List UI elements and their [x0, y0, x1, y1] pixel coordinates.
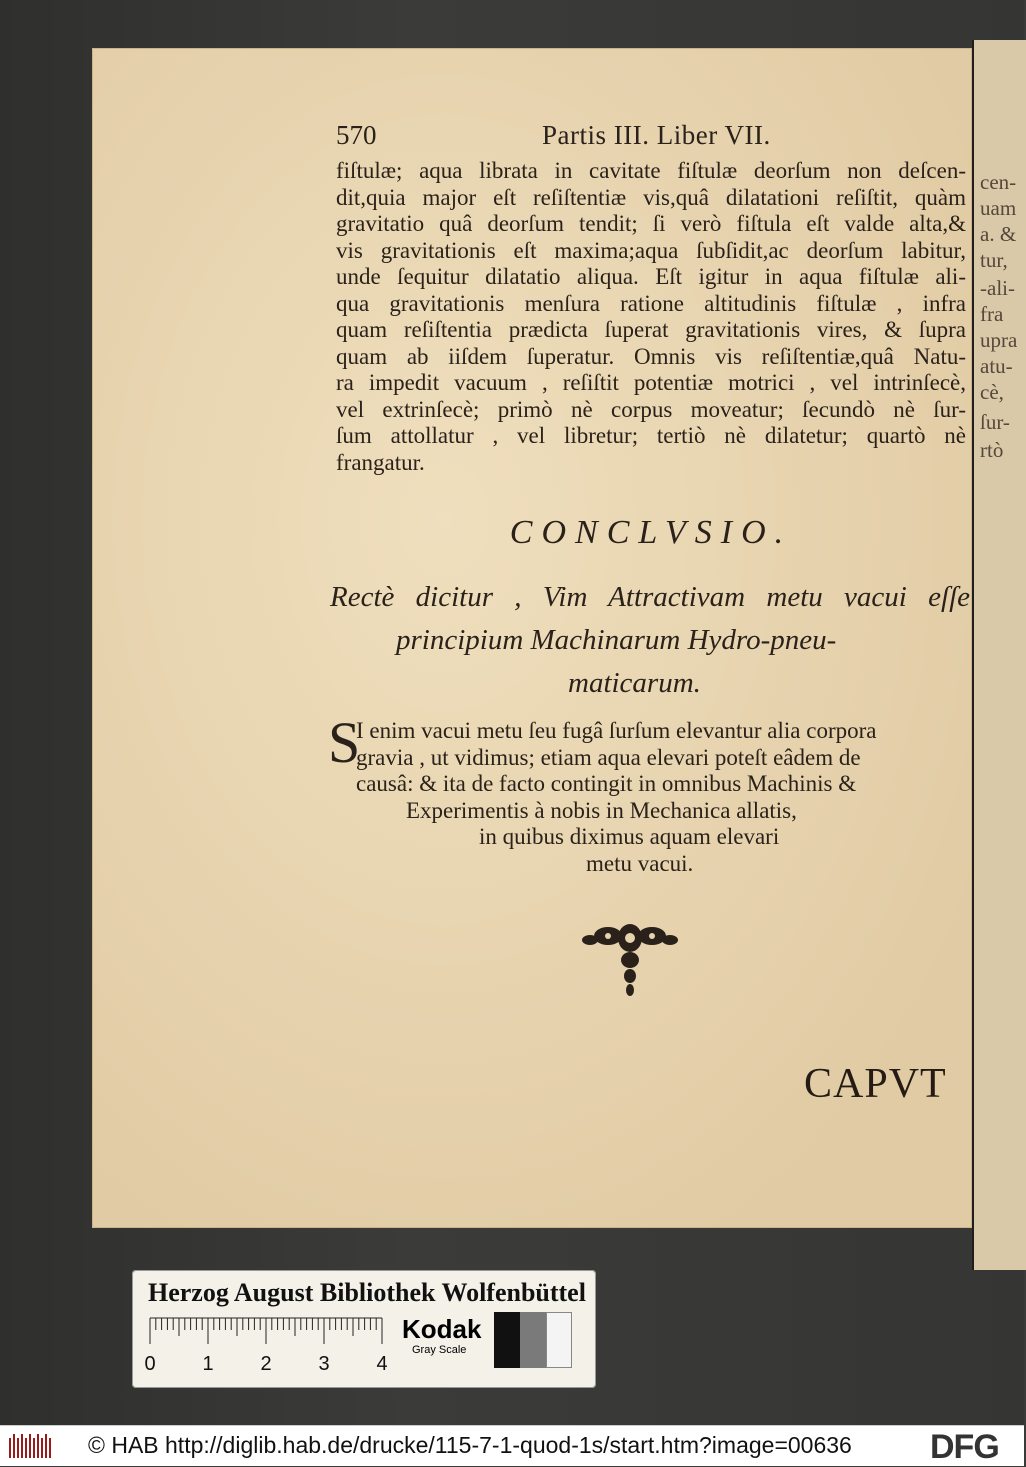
body-text — [336, 158, 966, 476]
facing-page-fragment: tur, — [980, 248, 1008, 272]
page-number: 570 — [336, 120, 377, 150]
facing-page-fragment: cè, — [980, 380, 1004, 404]
explanation-line: gravia , ut vidimus; etiam aqua elevari poteſt eâdem de — [356, 744, 861, 770]
body-line: frangatur. — [336, 449, 425, 475]
facing-page-fragment: fra — [980, 302, 1004, 326]
explanation-line: metu vacui. — [586, 850, 694, 876]
facing-page-fragment: ſur- — [980, 410, 1010, 434]
body-line: dit,quia major eſt reſiſtentiæ vis,quâ dilatationi reſiſtit, quàm — [336, 184, 966, 210]
gray-scale-label: Gray Scale — [412, 1344, 467, 1356]
body-line: vis gravitationis eſt maxima;aqua ſubſidit,ac deorſum labitur, — [336, 237, 966, 263]
floral-ornament-icon — [580, 916, 680, 998]
ruler-number: 3 — [318, 1353, 330, 1375]
body-line: quam ab iiſdem ſuperatur. Omnis vis reſiſtentiæ,quâ Natu- — [336, 343, 966, 369]
facing-page-fragment: upra — [980, 328, 1018, 352]
body-line: qua gravitationis menſura ratione altitudinis fiſtulæ , infra — [336, 290, 966, 316]
ruler-number: 0 — [144, 1353, 156, 1375]
ruler — [146, 1318, 386, 1382]
explanation-line: Experimentis à nobis in Mechanica allatis, — [406, 797, 797, 823]
facing-page-fragment: a. & — [980, 222, 1017, 246]
body-line: fiſtulæ; aqua librata in cavitate fiſtulæ deorſum non deſcen- — [336, 158, 966, 183]
conclusio-statement — [330, 576, 970, 705]
page-header — [336, 120, 796, 152]
copyright-url[interactable]: © HAB http://diglib.hab.de/drucke/115-7-1-quod-1s/start.htm?image=00636 — [88, 1432, 852, 1458]
gray-patch-mid — [520, 1312, 546, 1368]
statement-line: Rectè dicitur , Vim Attractivam metu vacui eſſe — [330, 581, 970, 613]
body-line: unde ſequitur dilatatio aliqua. Eſt igitur in aqua fiſtulæ ali- — [336, 264, 966, 289]
running-head: Partis III. Liber VII. — [542, 120, 771, 150]
facing-page-edge — [972, 40, 1026, 1270]
catchword: CAPVT — [804, 1061, 947, 1107]
gray-patch-white — [546, 1312, 572, 1368]
drop-cap: S — [328, 710, 361, 775]
body-line: gravitatio quâ deorſum tendit; ſi verò fiſtula eſt valde alta,& — [336, 211, 966, 236]
kodak-logo: Kodak — [402, 1314, 482, 1344]
facing-page-fragment: rtò — [980, 438, 1004, 462]
body-line: quam reſiſtentia prædicta ſuperat gravitationis vires, & ſupra — [336, 317, 966, 342]
explanation-line: in quibus diximus aquam elevari — [479, 824, 780, 849]
dfg-logo: DFG — [930, 1428, 999, 1466]
facing-page-fragment: -ali- — [980, 276, 1015, 300]
body-line: ſum attollatur , vel libretur; tertiò nè dilatetur; quartò nè — [336, 423, 966, 448]
explanation-line: causâ: & ita de facto contingit in omnibus Machinis & — [356, 771, 857, 796]
body-line: ra impedit vacuum , reſiſtit potentiæ motrici , vel intrinſecè, — [336, 370, 966, 395]
facing-page-fragment: atu- — [980, 354, 1013, 378]
explanation-paragraph — [328, 710, 966, 877]
color-calibration-card — [132, 1270, 596, 1388]
library-name: Herzog August Bibliothek Wolfenbüttel — [148, 1278, 586, 1307]
footer-bar — [0, 1425, 1024, 1466]
ruler-number: 4 — [376, 1353, 388, 1375]
ruler-number: 2 — [260, 1353, 272, 1375]
gray-patch-black — [494, 1312, 520, 1368]
explanation-line: I enim vacui metu ſeu fugâ ſurſum elevantur alia corpora — [356, 718, 877, 743]
facing-page-fragment: cen- — [980, 170, 1017, 194]
statement-line: maticarum. — [568, 667, 701, 699]
statement-line: principium Machinarum Hydro-pneu- — [396, 624, 837, 656]
body-line: vel extrinſecè; primò nè corpus moveatur; ſecundò nè ſur- — [336, 396, 966, 422]
hab-logo-icon — [8, 1432, 52, 1460]
conclusio-heading: CONCLVSIO. — [509, 514, 793, 551]
facing-page-fragment: uam — [980, 196, 1017, 220]
ruler-number: 1 — [202, 1353, 214, 1375]
